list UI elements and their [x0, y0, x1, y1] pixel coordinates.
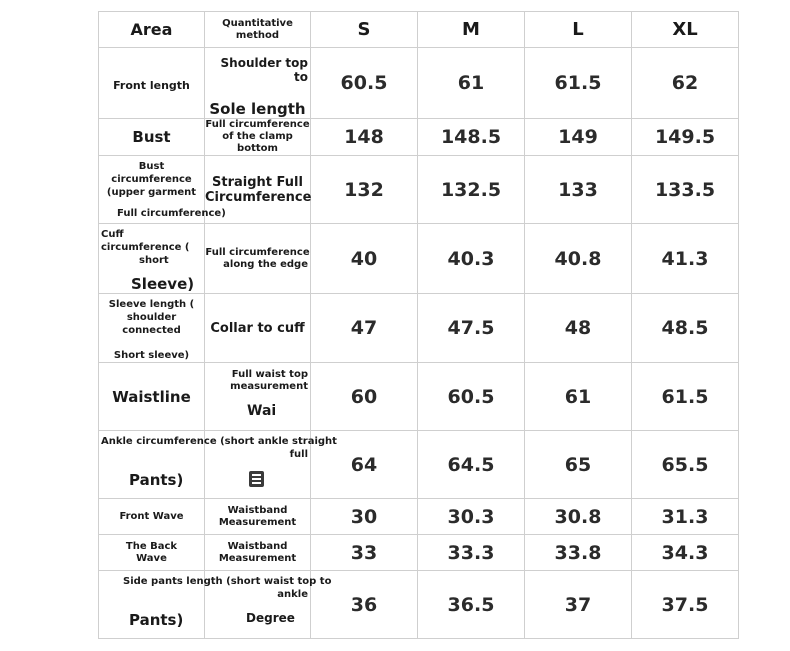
- value-cell: 61: [525, 363, 632, 431]
- value-cell: 148: [311, 119, 418, 156]
- value-cell: 40.3: [418, 224, 525, 294]
- method-label: Measurement: [218, 516, 297, 528]
- header-row: [99, 12, 739, 48]
- area-label: Waistline: [99, 363, 205, 431]
- table-row: [99, 156, 739, 224]
- table-row: [99, 363, 739, 431]
- header-size-m: M: [418, 12, 525, 48]
- value-cell: 60: [311, 363, 418, 431]
- table-row: [99, 119, 739, 156]
- header-area: Area: [99, 12, 205, 48]
- area-label: Pants): [129, 471, 184, 489]
- method-label: Circumference: [205, 189, 312, 205]
- value-cell: 65.5: [632, 431, 739, 499]
- area-cell: [99, 224, 205, 294]
- value-cell: 30.8: [525, 499, 632, 535]
- value-cell: 40: [311, 224, 418, 294]
- method-label: Measurement: [218, 552, 297, 564]
- header-size-s: S: [311, 12, 418, 48]
- value-cell: 65: [525, 431, 632, 499]
- document-list-icon: [249, 471, 264, 487]
- value-cell: 132.5: [418, 156, 525, 224]
- method-label: Full circumference: [205, 119, 310, 130]
- method-cell: [205, 294, 311, 363]
- method-label: of the clamp bottom: [222, 131, 293, 154]
- value-cell: 64.5: [418, 431, 525, 499]
- value-cell: 36: [311, 571, 418, 639]
- value-cell: 33.3: [418, 535, 525, 571]
- area-label: Front length: [113, 78, 190, 92]
- table-row: [99, 294, 739, 363]
- value-cell: 60.5: [418, 363, 525, 431]
- method-label: Sole length: [209, 100, 306, 118]
- method-label: Wai: [247, 403, 277, 419]
- method-label: along the edge: [223, 258, 308, 270]
- value-cell: 37: [525, 571, 632, 639]
- method-cell: [205, 48, 311, 119]
- method-label: Full waist top: [231, 369, 308, 380]
- method-label: Degree: [246, 611, 295, 625]
- area-label: shoulder connected: [122, 312, 181, 336]
- value-cell: 61.5: [525, 48, 632, 119]
- value-cell: 40.8: [525, 224, 632, 294]
- area-label: full: [289, 449, 308, 460]
- value-cell: 62: [632, 48, 739, 119]
- method-label: Waistband: [227, 504, 288, 516]
- value-cell: 47.5: [418, 294, 525, 363]
- table-row: [99, 431, 739, 499]
- header-size-l: L: [525, 12, 632, 48]
- value-cell: 33.8: [525, 535, 632, 571]
- area-label: ankle: [277, 589, 308, 600]
- value-cell: 34.3: [632, 535, 739, 571]
- area-label: (upper garment: [106, 187, 197, 198]
- value-cell: 132: [311, 156, 418, 224]
- value-cell: 33: [311, 535, 418, 571]
- header-size-xl: XL: [632, 12, 739, 48]
- method-cell: [205, 499, 311, 535]
- area-cell: [99, 535, 205, 571]
- area-label: The Back: [125, 540, 178, 552]
- area-label: Cuff circumference (: [101, 229, 190, 253]
- method-cell: [205, 363, 311, 431]
- value-cell: 61: [418, 48, 525, 119]
- method-label: measurement: [230, 381, 308, 392]
- method-label: Collar to cuff: [210, 320, 305, 336]
- value-cell: 64: [311, 431, 418, 499]
- value-cell: 37.5: [632, 571, 739, 639]
- area-label: Sleeve length (: [108, 299, 195, 310]
- area-label: Side pants length (short waist top to: [123, 576, 332, 587]
- method-label: Full circumference: [205, 246, 310, 258]
- area-cell: [99, 294, 205, 363]
- size-chart-table: [98, 11, 739, 639]
- value-cell: 48: [525, 294, 632, 363]
- method-cell: [205, 119, 311, 156]
- table-row: [99, 224, 739, 294]
- value-cell: 149.5: [632, 119, 739, 156]
- header-method: Quantitative method: [205, 12, 311, 48]
- value-cell: 47: [311, 294, 418, 363]
- area-label: Bust: [99, 119, 205, 156]
- table-row: [99, 499, 739, 535]
- value-cell: 148.5: [418, 119, 525, 156]
- value-cell: 41.3: [632, 224, 739, 294]
- value-cell: 61.5: [632, 363, 739, 431]
- value-cell: 133: [525, 156, 632, 224]
- area-label: Front Wave: [99, 499, 205, 535]
- value-cell: 36.5: [418, 571, 525, 639]
- method-label: Straight Full: [212, 174, 303, 190]
- method-label: Waistband: [227, 540, 288, 552]
- value-cell: 133.5: [632, 156, 739, 224]
- area-label: Wave: [136, 552, 167, 564]
- table-row: [99, 535, 739, 571]
- value-cell: 30.3: [418, 499, 525, 535]
- area-label: Sleeve): [131, 275, 195, 293]
- method-cell: [205, 535, 311, 571]
- table-row: [99, 571, 739, 639]
- value-cell: 31.3: [632, 499, 739, 535]
- area-label: short: [139, 255, 169, 266]
- area-label: Bust circumference: [111, 161, 192, 185]
- area-label: Pants): [129, 611, 184, 629]
- method-cell: [205, 224, 311, 294]
- value-cell: 149: [525, 119, 632, 156]
- value-cell: 48.5: [632, 294, 739, 363]
- area-label: Full circumference): [117, 208, 226, 219]
- method-label: Shoulder top to: [220, 56, 308, 84]
- area-label: Short sleeve): [113, 350, 190, 361]
- table-row: [99, 48, 739, 119]
- area-cell: [99, 48, 205, 119]
- value-cell: 60.5: [311, 48, 418, 119]
- area-label: Ankle circumference (short ankle straight: [101, 436, 337, 447]
- value-cell: 30: [311, 499, 418, 535]
- area-cell: [99, 156, 226, 224]
